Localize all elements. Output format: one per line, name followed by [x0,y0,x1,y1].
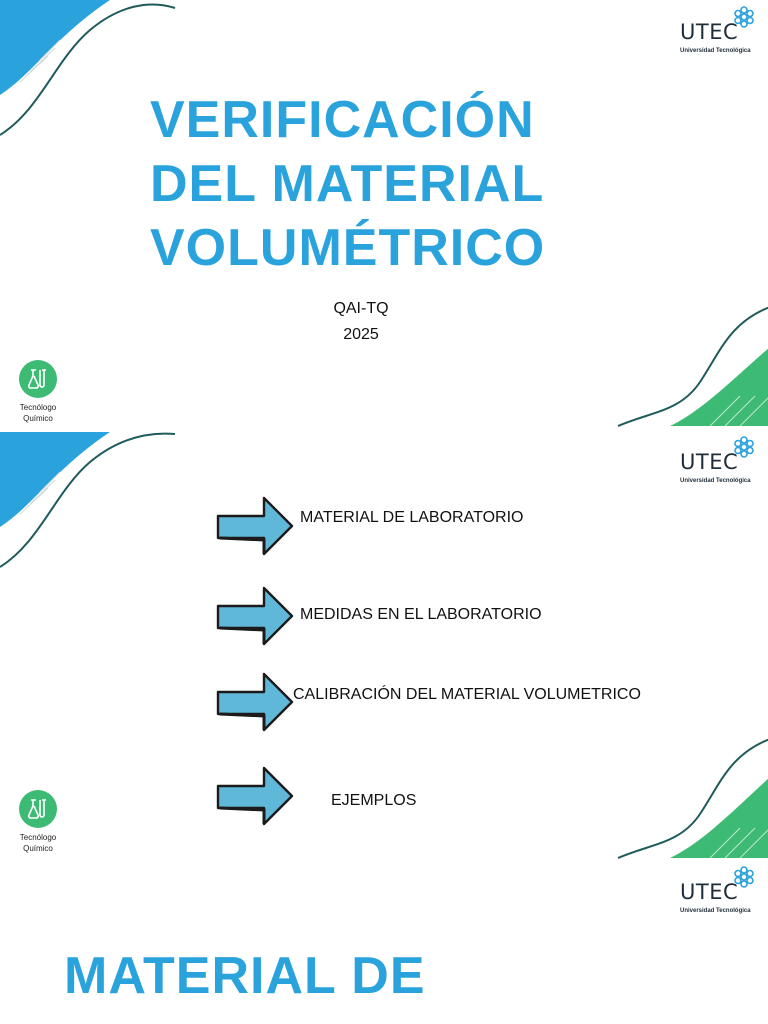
agenda-item-medidas [212,582,732,652]
utec-subtitle: Universidad Tecnológica [680,478,751,484]
program-logo [12,790,64,854]
program-label-line-2: Químico [23,414,53,423]
wave-decoration-bottom-right [610,302,768,432]
lab-flask-icon [26,797,50,821]
agenda-item-material [212,492,732,562]
slide-title [0,0,768,432]
title-line-2: DEL MATERIAL [150,155,545,213]
title-line-1: VERIFICACIÓN [150,91,535,149]
arrow-right-icon [212,492,296,560]
agenda-label: MATERIAL DE LABORATORIO [300,509,524,526]
arrow-right-icon [212,762,296,830]
utec-subtitle: Universidad Tecnológica [680,908,751,914]
slide-agenda [0,432,768,862]
page-title [150,88,670,280]
program-label-line-1: Tecnólogo [19,833,57,842]
course-year: 2025 [343,326,379,343]
lab-flask-icon [26,367,50,391]
utec-logo [680,434,760,490]
program-label-line-2: Químico [23,844,53,853]
course-code: QAI-TQ [333,300,389,317]
program-logo [12,360,64,424]
title-line-3: VOLUMÉTRICO [150,219,546,277]
utec-wordmark: UTEC [680,450,739,474]
utec-logo [680,4,760,60]
arrow-right-icon [212,668,296,736]
wave-decoration-top-left [0,432,180,572]
slide-material [0,862,768,1024]
section-title: MATERIAL DE [64,947,426,1005]
utec-wordmark: UTEC [680,20,739,44]
utec-wordmark: UTEC [680,880,739,904]
arrow-right-icon [212,582,296,650]
program-label-line-1: Tecnólogo [19,403,57,412]
program-label [12,402,64,424]
agenda-label: EJEMPLOS [331,792,417,809]
utec-logo [680,864,760,920]
agenda-item-calibracion [212,668,732,738]
wave-decoration-bottom-right [610,732,768,862]
program-label [12,832,64,854]
agenda-label: MEDIDAS EN EL LABORATORIO [300,606,542,623]
agenda-label: CALIBRACIÓN DEL MATERIAL VOLUMETRICO [293,686,641,703]
utec-subtitle: Universidad Tecnológica [680,48,751,54]
